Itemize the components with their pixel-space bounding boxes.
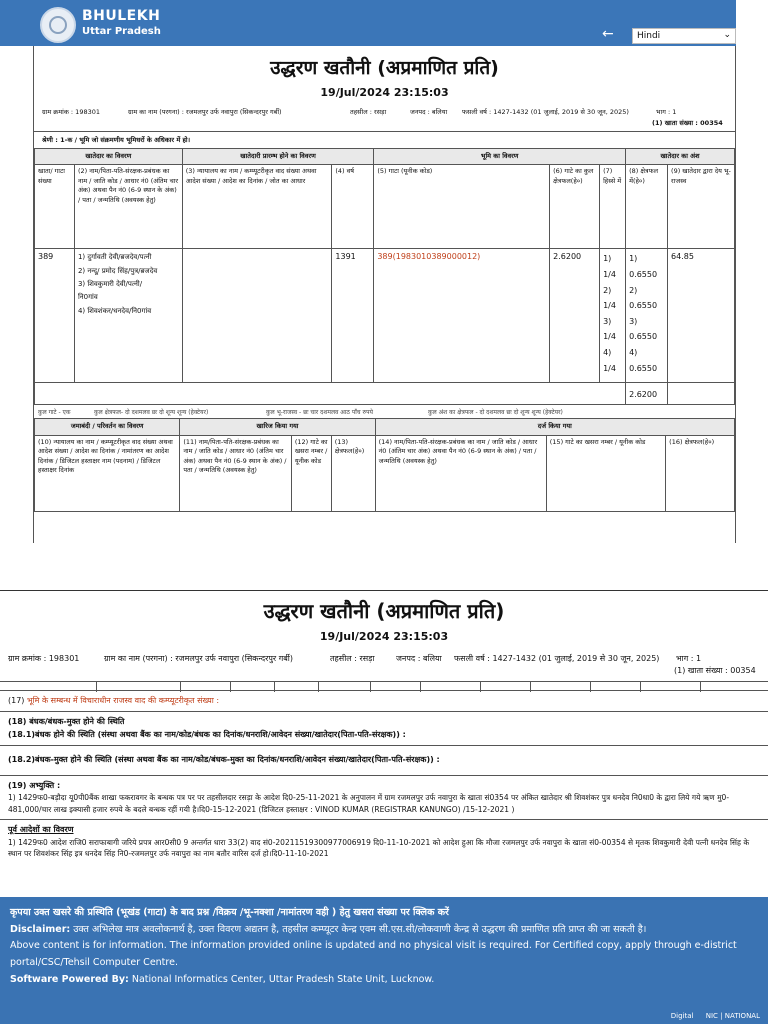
col-header: (7) हिस्से में — [600, 165, 626, 249]
bhag: भाग : 1 — [656, 108, 677, 116]
purv-aadesh-text: 1) 1429फ0 आदेश राजि0 सराफाबागी जरिये प्रपत्र आर0सी0 9 अन्तर्गत धारा 33(2) वाद सं0-20211519300977006919 दि0-11-10-2021 को आदेश हुआ कि मौजा रजमलपुर उर्फ नवापुरा के खाता सं0-00354 से मृतक शिवकुमारी देवी पत्नी धनदेव सिंह के स्थान पर शिवशंकर सिंह इत्र धनदेव सिंह नि0-रजमलपुर उर्फ नवापुरा का नाम बतौर वारिस दर्ज हो।दि0-11-10-2021 — [8, 837, 750, 859]
document-info-row-2 — [0, 649, 768, 681]
total-spacer — [35, 383, 626, 405]
district: जनपद : बलिया — [396, 654, 442, 663]
village-code: ग्राम क्रमांक : 198301 — [8, 654, 80, 663]
row-17-label: भूमि के सम्बन्ध में विचाराधीन राजस्व वाद की कम्प्यूटरीकृत संख्या : — [26, 696, 220, 705]
share-value: 1/4 — [603, 301, 616, 311]
khasra-click-note: कृपया उक्त खसरे की प्रस्थिति (भूखंड (गाटा) के बाद प्रश्न /विक्रय /भू-नक्शा /नामांतरण वही ) हेतु खसरा संख्या पर क्लिक करें — [10, 907, 449, 918]
khata-number: (1) खाता संख्या : 00354 — [674, 666, 756, 675]
jamabandi-table — [34, 418, 735, 511]
tehsil: तहसील : रसड़ा — [330, 654, 375, 663]
group-header-khatedar: खातेदार का विवरण — [35, 149, 183, 165]
court-cell — [182, 249, 332, 383]
col-header: (15) गाटे का खसरा नम्बर / यूनीक कोड — [546, 435, 665, 511]
share-value: 1/4 — [603, 270, 616, 280]
brand-state: Uttar Pradesh — [82, 26, 161, 37]
khata-cell: 389 — [35, 249, 75, 383]
khatauni-page-1 — [33, 46, 736, 543]
share-value: 1/4 — [603, 363, 616, 373]
document-info-row — [34, 105, 735, 131]
share-value: 4) — [603, 347, 612, 357]
year-cell: 1391 — [332, 249, 374, 383]
disclaimer-english: Above content is for information. The information provided online is updated and no physical visit is required. For Certified copy, apply through e-district portal/CSC/Tehsil Computer Centre. — [10, 940, 737, 968]
purv-aadesh — [0, 820, 768, 864]
summary-gata: कुल गाटे - एक — [38, 409, 71, 417]
share-area-value: 3) — [629, 316, 638, 326]
table-row — [35, 249, 735, 383]
share-area-value: 1) — [629, 254, 638, 264]
share-value: 1/4 — [603, 332, 616, 342]
bhag: भाग : 1 — [676, 654, 702, 663]
row-18-2-label: (18.2)बंधक-मुक्त होने की स्थिति (संस्था अथवा बैंक का नाम/कोड/बंधक-मुक्त का दिनांक/धनराशि/आवेदन संख्या/खातेदार(पिता-पति-संरक्षक)) : — [8, 755, 440, 765]
area-cell: 2.6200 — [550, 249, 600, 383]
village-name: ग्राम का नाम (परगना) : रजमलपुर उर्फ नवापुरा (सिकन्दरपुर गर्बी) — [128, 108, 282, 116]
app-header — [0, 0, 736, 46]
col-header: (6) गाटे का कुल क्षेत्रफल(हे०) — [550, 165, 600, 249]
group-header-kharij: खारिज किया गया — [180, 419, 375, 435]
share-area-value: 2) — [629, 285, 638, 295]
footer — [0, 897, 768, 1024]
summary-revenue: कुल भू-राजस्व - छः चार दशमलव आठ पाँच रुपये — [266, 409, 373, 417]
share-area-cell — [626, 249, 668, 383]
chevron-down-icon: ⌄ — [723, 30, 731, 40]
col-header: (9) खातेदार द्वारा देय भू-राजस्व — [668, 165, 735, 249]
owner-line: 1) दुर्गावती देवी/ब्रजदेव/पत्नी — [77, 253, 152, 262]
document-title-2: उद्धरण खतौनी (अप्रमाणित प्रति) — [263, 599, 505, 623]
empty-grid-strip — [0, 681, 768, 691]
powered-by — [10, 972, 758, 989]
gata-link[interactable]: 389(1983010389000012) — [377, 252, 481, 262]
col-header: (14) नाम/पिता-पति-संरक्षक-प्रबंधक का नाम / जाति कोड / आधार नं0 (अंतिम चार अंक) अथवा पैन नं0 (6-9 स्थान के अंक) / पता / जन्मतिथि (अवयस्क हेतु) — [375, 435, 546, 511]
language-selected: Hindi — [637, 31, 661, 41]
col-header: (2) नाम/पिता-पति-संरक्षक-प्रबंधक का नाम / जाति कोड / आधार नं0 (अंतिम चार अंक) अथवा पैन नं0 (6-9 स्थान के अंक) / पता / जन्मतिथि (अवयस्क हेतु) — [74, 165, 182, 249]
row-17-number: (17) — [8, 696, 25, 705]
row-17 — [0, 691, 768, 712]
brand-title: BHULEKH — [82, 8, 161, 24]
footer-logos — [661, 1010, 760, 1022]
disclaimer-label: Disclaimer: — [10, 923, 71, 935]
share-area-value: 0.6550 — [629, 301, 658, 311]
fasli-year: फसली वर्ष : 1427-1432 (01 जुलाई, 2019 से 30 जून, 2025) — [454, 654, 660, 663]
col-header: खाता/ गाटा संख्या — [35, 165, 75, 249]
row-18 — [0, 712, 768, 746]
share-value: 3) — [603, 316, 612, 326]
group-header-bhumi: भूमि का विवरण — [374, 149, 626, 165]
share-area-value: 4) — [629, 347, 638, 357]
owner-line: 2) नन्दू/ प्रमोद सिंह/पुत्र/ब्रजदेव — [77, 266, 158, 275]
col-header: (12) गाटे का खसरा नम्बर / यूनीक कोड — [291, 435, 331, 511]
total-area: 2.6200 — [626, 383, 668, 405]
shreni: श्रेणी : 1-क / भूमि जो संक्रमणीय भूमिधरों के अधिकार में हो। — [42, 136, 191, 144]
col-header: (16) क्षेत्रफल(हे०) — [666, 435, 735, 511]
powered-by-label: Software Powered By: — [10, 973, 129, 985]
share-area-value: 0.6550 — [629, 363, 658, 373]
row-19 — [0, 776, 768, 821]
powered-by-text: National Informatics Center, Uttar Pradesh State Unit, Lucknow. — [131, 973, 435, 985]
row-18-label: (18) बंधक/बंधक-मुक्त होने की स्थिति — [8, 717, 125, 727]
disclaimer-hindi — [10, 922, 758, 939]
purv-aadesh-title: पूर्व आदेशों का विवरण — [8, 825, 74, 835]
group-header-ansh: खातेदार का अंश — [626, 149, 735, 165]
group-header-darj: दर्ज किया गया — [375, 419, 734, 435]
document-datetime-2: 19/Jul/2024 23:15:03 — [319, 630, 449, 643]
owner-line: 4) शिवशंकर/धनदेव/नि0गांव — [77, 306, 152, 315]
row-18-2 — [0, 746, 768, 775]
nic-logo: NIC | NATIONAL — [705, 1011, 760, 1020]
total-empty — [668, 383, 735, 405]
share-cell — [600, 249, 626, 383]
village-name: ग्राम का नाम (परगना) : रजमलपुर उर्फ नवापुरा (सिकन्दरपुर गर्बी) — [104, 654, 293, 663]
owner-line: 3) शिवकुमारी देवी/पत्नी/ — [77, 280, 143, 289]
col-header: (11) नाम/पिता-पति-संरक्षक-प्रबंधक का नाम / जाति कोड / आधार नं0 (अंतिम चार अंक) अथवा पैन नं0 (6-9 स्थान के अंक) / पता / जन्मतिथि (अवयस्क हेतु) — [180, 435, 291, 511]
col-header: (3) न्यायालय का नाम / कम्प्यूटरीकृत वाद संख्या अथवा आदेश संख्या / आदेश का दिनांक / जोत का आधार — [182, 165, 332, 249]
document-datetime: 19/Jul/2024 23:15:03 — [320, 86, 449, 99]
gata-cell — [374, 249, 550, 383]
revenue-cell: 64.85 — [668, 249, 735, 383]
document-title: उद्धरण खतौनी (अप्रमाणित प्रति) — [270, 57, 499, 79]
digital-india-logo: Digital — [670, 1011, 694, 1020]
group-header-khatedari: खातेदारी प्रारम्भ होने का विवरण — [182, 149, 374, 165]
share-area-value: 0.6550 — [629, 270, 658, 280]
disclaimer-hindi-text: उक्त अभिलेख मात्र अवलोकनार्थ है, उक्त विवरण अद्यतन है, तहसील कम्प्यूटर केन्द्र एवम सी.एस.सी/लोकवाणी केन्द्र से उद्धरण की प्रमाणित प्रति प्राप्त की जा सकती है। — [73, 923, 647, 935]
summary-area: कुल क्षेत्रफल- दो दशमलव छः दो शून्य शून्य (हेक्टेयर) — [94, 409, 209, 417]
district: जनपद : बलिया — [410, 108, 448, 116]
khatedar-table — [34, 148, 735, 405]
col-header: (10) न्यायालय का नाम / कम्प्यूटरीकृत वाद संख्या अथवा आदेश संख्या / आदेश का दिनांक / नामांतरण का आदेश दिनांक / डिजिटल हस्ताक्षर नाम (पदनाम) / डिजिटल हस्ताक्षर दिनांक — [35, 435, 180, 511]
owner-line: नि0गांव — [77, 293, 98, 302]
language-select[interactable] — [632, 28, 736, 44]
share-value: 1) — [603, 254, 612, 264]
summary-ansh: कुल अंश का क्षेत्रफल - दो दशमलव छः दो शून्य शून्य (हेक्टेयर) — [428, 409, 563, 417]
share-area-value: 0.6550 — [629, 332, 658, 342]
row-19-label: (19) अभ्युक्ति : — [8, 780, 61, 790]
back-arrow-icon[interactable]: ← — [602, 26, 614, 42]
group-header-jamabandi: जमाबंदी / परिवर्तन का विवरण — [35, 419, 180, 435]
share-value: 2) — [603, 285, 612, 295]
tehsil: तहसील : रसड़ा — [350, 108, 387, 116]
up-emblem-logo — [40, 7, 76, 43]
col-header: (13) क्षेत्रफल(हे०) — [331, 435, 375, 511]
row-18-1-label: (18.1)बंधक होने की स्थिति (संस्था अथवा बैंक का नाम/कोड/बंधक का दिनांक/धनराशि/आवेदन संख्या/खातेदार(पिता-पति-संरक्षक)) : — [8, 729, 406, 739]
village-code: ग्राम क्रमांक : 198301 — [42, 108, 100, 116]
owners-cell — [74, 249, 182, 383]
col-header: (4) वर्ष — [332, 165, 374, 249]
fasli-year: फसली वर्ष : 1427-1432 (01 जुलाई, 2019 से 30 जून, 2025) — [462, 108, 629, 116]
khata-number: (1) खाता संख्या : 00354 — [652, 119, 723, 127]
col-header: (5) गाटा (यूनीक कोड) — [374, 165, 550, 249]
col-header: (8) क्षेत्रफल में(हे०) — [626, 165, 668, 249]
row-19-text: 1) 1429फ0-बड़ौदा यू0पी0बैंक शाखा फकरावगर के बन्धक पत्र पर पर तहसीलदार रसड़ा के आदेश दि0-25-11-2021 के अनुपालन में ग्राम रजमलपुर उर्फ नवापुरा के खाता सं0354 पर अंकित खातेदार श्री शिवशंकर पुत्र धनदेव नि0धा0 के द्वारा लिये गये ऋण मु0-481,000/चार लाख इक्यासी हजार रुपये के बदले बन्धक रहीं गयी है।दि0-15-12-2021 (डिजिटल हस्ताक्षर : VINOD KUMAR (REGISTRAR KANUNGO) /15-12-2021 ) — [8, 792, 730, 814]
summary-row — [34, 405, 735, 418]
